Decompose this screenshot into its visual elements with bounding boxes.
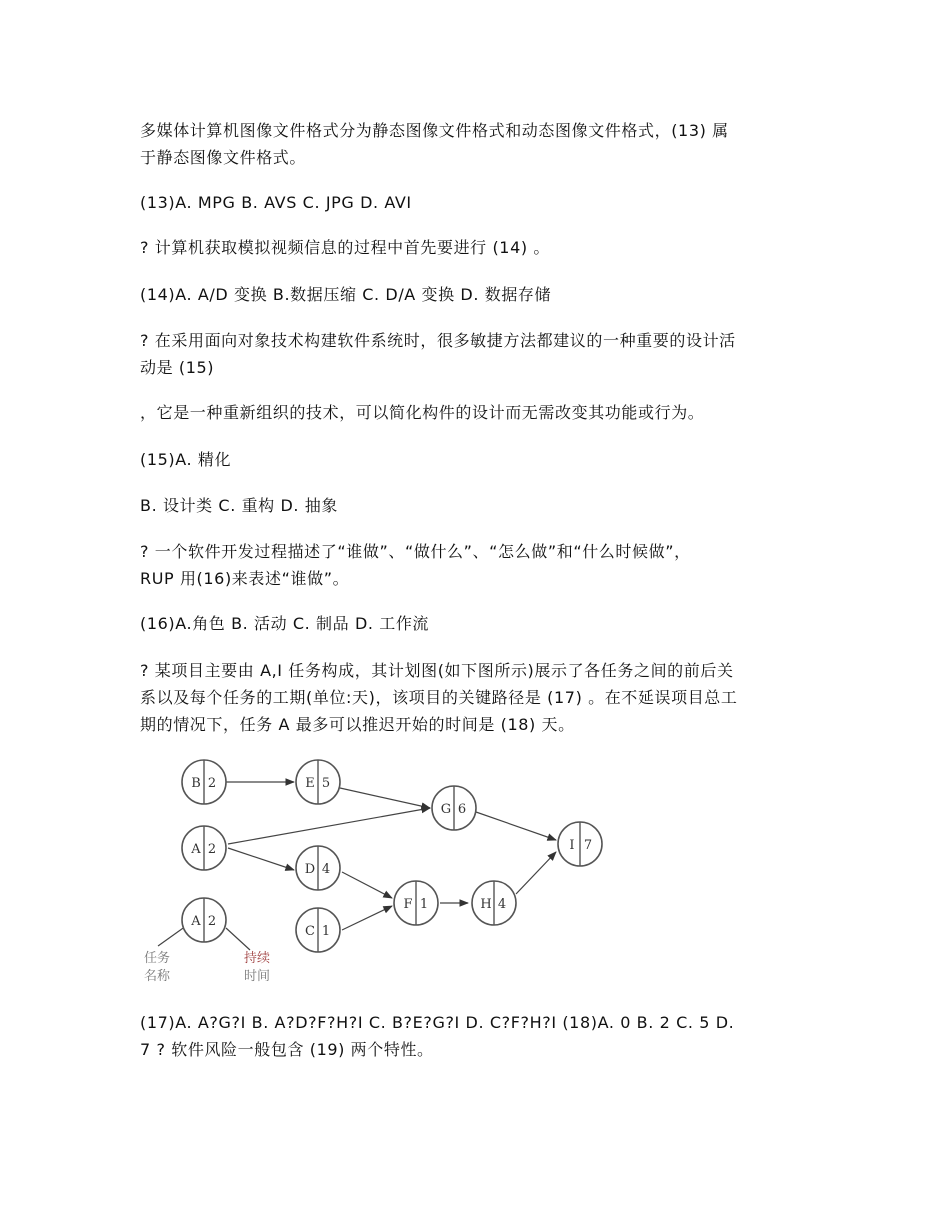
node-task-label: F bbox=[403, 897, 413, 912]
node-task-label: A bbox=[191, 914, 201, 929]
text-line: 多媒体计算机图像文件格式分为静态图像文件格式和动态图像文件格式，(13) 属 bbox=[140, 121, 729, 140]
text-line: (14)A. A/D 变换 B.数据压缩 C. D/A 变换 D. 数据存储 bbox=[140, 285, 552, 304]
legend-task-name-line2: 名称 bbox=[144, 969, 171, 984]
node-task-g bbox=[432, 786, 476, 830]
node-duration-label: 1 bbox=[419, 897, 429, 912]
paragraph-q14-options bbox=[140, 281, 810, 308]
text-line: (13)A. MPG B. AVS C. JPG D. AVI bbox=[140, 193, 412, 212]
text-line: B. 设计类 C. 重构 D. 抽象 bbox=[140, 496, 338, 515]
node-task-f bbox=[394, 881, 438, 925]
paragraph-q15-stem bbox=[140, 327, 810, 381]
text-line: (17)A. A?G?I B. A?D?F?H?I C. B?E?G?I D. C?F?H?I (18)A. 0 B. 2 C. 5 D. bbox=[140, 1013, 735, 1032]
text-line: (15)A. 精化 bbox=[140, 450, 232, 469]
node-task-b bbox=[182, 760, 226, 804]
node-task-label: E bbox=[305, 776, 315, 791]
text-line: ，它是一种重新组织的技术，可以简化构件的设计而无需改变其功能或行为。 bbox=[140, 403, 705, 422]
edge-e-g bbox=[340, 788, 430, 808]
node-duration-label: 2 bbox=[207, 842, 217, 857]
paragraph-q13-options bbox=[140, 189, 810, 216]
text-line: 7 ? 软件风险一般包含 (19) 两个特性。 bbox=[140, 1040, 434, 1059]
node-duration-label: 4 bbox=[497, 897, 507, 912]
legend-task-name-line1: 任务 bbox=[144, 951, 171, 966]
node-duration-label: 2 bbox=[207, 914, 217, 929]
node-task-label: B bbox=[191, 776, 201, 791]
node-duration-label: 1 bbox=[321, 924, 331, 939]
node-task-label: A bbox=[191, 842, 201, 857]
edge-h-i bbox=[516, 852, 556, 894]
paragraph-q15-option-a bbox=[140, 446, 810, 473]
paragraph-q13-stem bbox=[140, 117, 810, 171]
edge-d-f bbox=[342, 872, 392, 898]
project-network-diagram bbox=[138, 748, 610, 994]
node-task-label: D bbox=[304, 862, 316, 877]
paragraph-q16-stem bbox=[140, 538, 810, 592]
paragraph-q17-stem bbox=[140, 657, 810, 738]
paragraph-q15-options-rest bbox=[140, 492, 810, 519]
node-duration-label: 2 bbox=[207, 776, 217, 791]
node-duration-label: 7 bbox=[583, 838, 593, 853]
node-task-label: H bbox=[480, 897, 492, 912]
edge-g-i bbox=[476, 812, 556, 840]
paragraph-q15-stem-cont bbox=[140, 399, 810, 426]
node-task-a bbox=[182, 826, 226, 870]
node-task-e bbox=[296, 760, 340, 804]
legend-connector-name bbox=[158, 926, 186, 946]
edge-a-g bbox=[228, 808, 430, 844]
node-task-label: G bbox=[440, 802, 452, 817]
legend-connector-duration bbox=[226, 928, 250, 950]
node-task-i bbox=[558, 822, 602, 866]
text-line: ? 计算机获取模拟视频信息的过程中首先要进行 (14) 。 bbox=[140, 238, 550, 257]
text-line: ? 一个软件开发过程描述了“谁做”、“做什么”、“怎么做”和“什么时候做”， bbox=[140, 542, 691, 561]
node-duration-label: 5 bbox=[321, 776, 331, 791]
node-duration-label: 4 bbox=[321, 862, 331, 877]
edge-c-f bbox=[342, 906, 392, 930]
text-line: (16)A.角色 B. 活动 C. 制品 D. 工作流 bbox=[140, 614, 430, 633]
legend-duration-line1: 持续 bbox=[244, 951, 271, 966]
node-task-h bbox=[472, 881, 516, 925]
node-task-label: C bbox=[305, 924, 315, 939]
paragraph-q17-q19-options bbox=[140, 1009, 810, 1063]
node-duration-label: 6 bbox=[457, 802, 467, 817]
text-line: ? 某项目主要由 A,I 任务构成，其计划图(如下图所示)展示了各任务之间的前后关 bbox=[140, 661, 734, 680]
text-line: 动是 (15) bbox=[140, 358, 215, 377]
text-line: 期的情况下，任务 A 最多可以推迟开始的时间是 (18) 天。 bbox=[140, 715, 575, 734]
text-line: ? 在采用面向对象技术构建软件系统时，很多敏捷方法都建议的一种重要的设计活 bbox=[140, 331, 736, 350]
node-task-label: I bbox=[569, 838, 575, 853]
paragraph-q16-options bbox=[140, 610, 810, 637]
node-task-d bbox=[296, 846, 340, 890]
text-line: 于静态图像文件格式。 bbox=[140, 148, 307, 167]
text-line: 系以及每个任务的工期(单位:天)，该项目的关键路径是 (17) 。在不延误项目总工 bbox=[140, 688, 738, 707]
node-task-c bbox=[296, 908, 340, 952]
legend-duration-line2: 时间 bbox=[244, 969, 271, 984]
text-line: RUP 用(16)来表述“谁做”。 bbox=[140, 569, 350, 588]
paragraph-q14-stem bbox=[140, 234, 810, 261]
legend-node-example bbox=[182, 898, 226, 942]
edge-a-d bbox=[228, 848, 294, 870]
